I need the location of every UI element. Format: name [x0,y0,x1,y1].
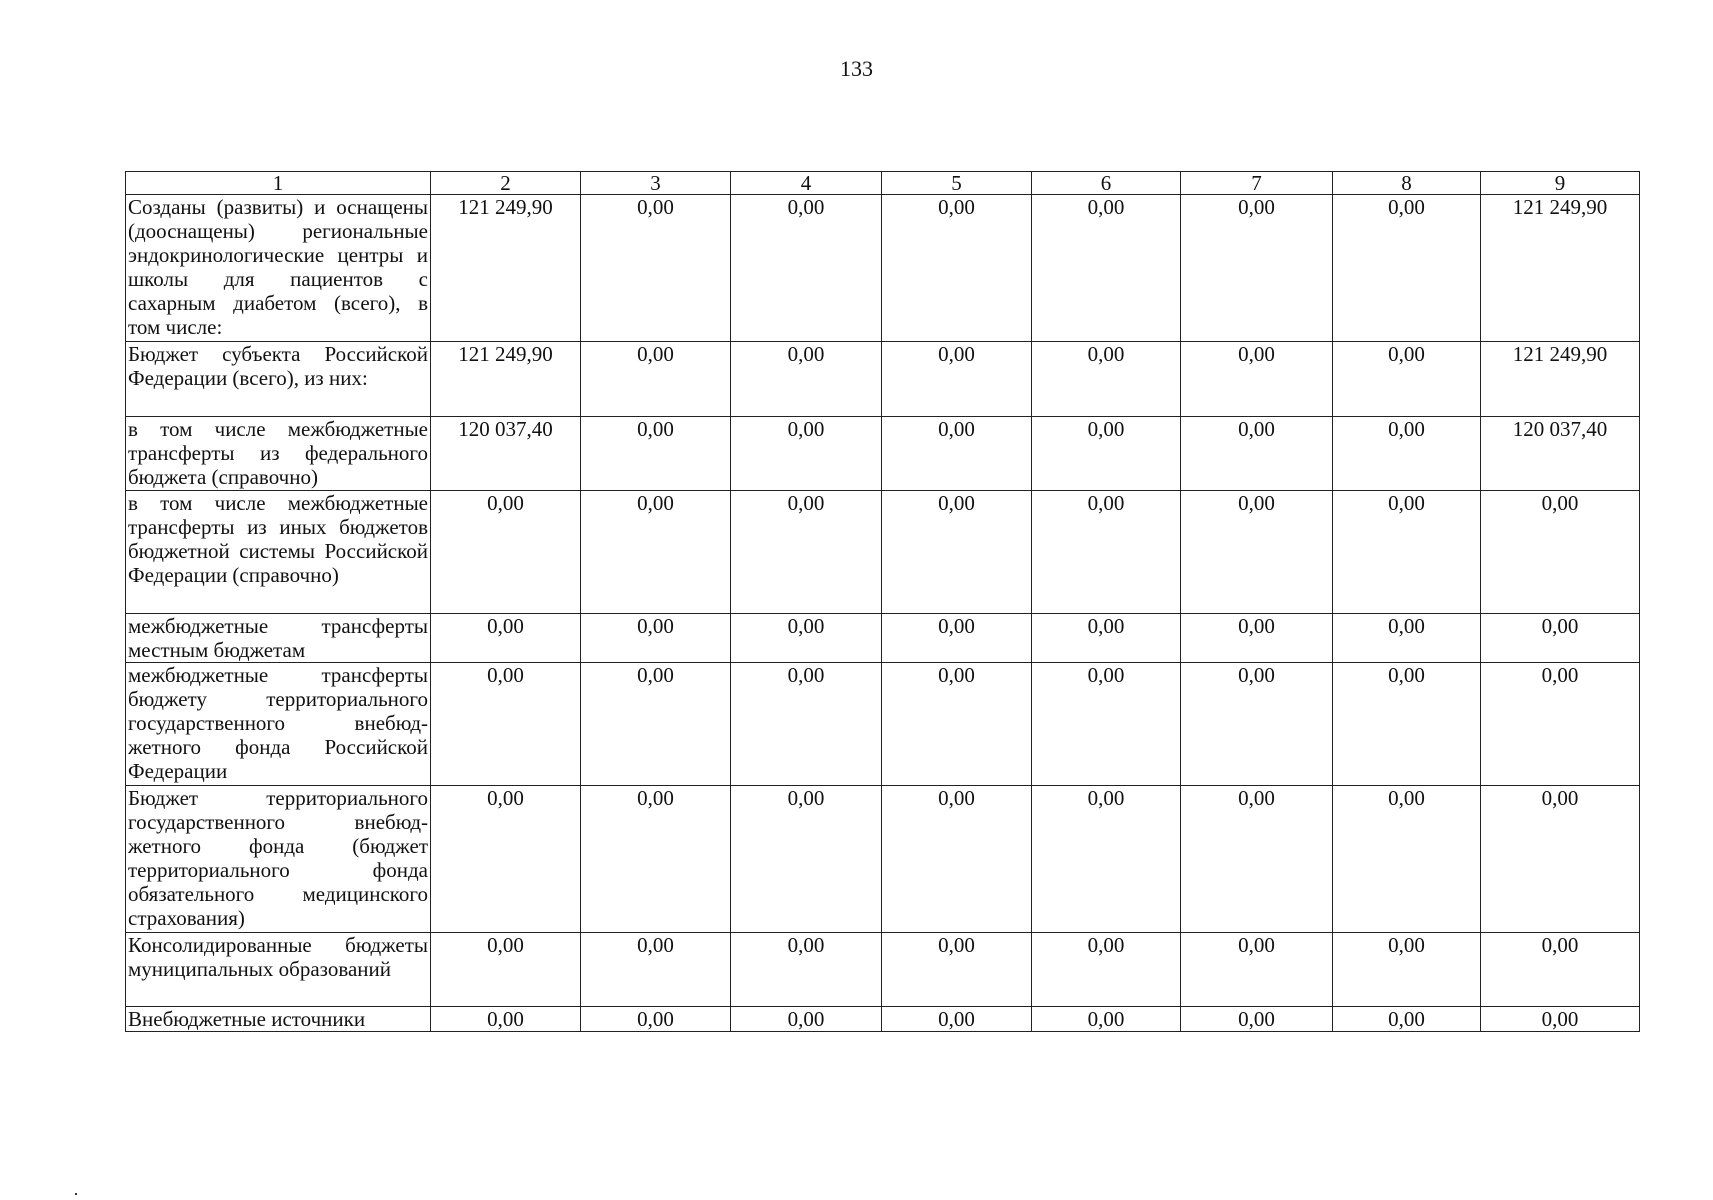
table-row [126,933,1640,1007]
value-cell: 0,00 [731,491,882,614]
value-cell: 0,00 [882,933,1032,1007]
value-cell: 0,00 [1333,491,1481,614]
value-cell: 0,00 [1333,663,1481,786]
value-cell: 0,00 [1032,491,1181,614]
financing-table [125,171,1640,1032]
column-number: 9 [1481,172,1640,195]
value-cell: 0,00 [431,491,581,614]
table-row [126,1007,1640,1032]
value-cell: 0,00 [431,786,581,933]
value-cell: 0,00 [731,342,882,417]
column-number: 8 [1333,172,1481,195]
column-number: 6 [1032,172,1181,195]
value-cell: 0,00 [1333,614,1481,663]
table-row [126,491,1640,614]
value-cell: 0,00 [1481,933,1640,1007]
value-cell: 121 249,90 [431,195,581,342]
value-cell: 0,00 [1181,614,1333,663]
value-cell: 0,00 [882,342,1032,417]
value-cell: 0,00 [431,933,581,1007]
value-cell: 0,00 [1181,195,1333,342]
value-cell: 0,00 [581,614,731,663]
value-cell: 0,00 [882,417,1032,491]
row-label: Внебюджетные источники [126,1007,431,1032]
value-cell: 0,00 [882,1007,1032,1032]
value-cell: 0,00 [431,614,581,663]
value-cell: 0,00 [882,786,1032,933]
value-cell: 0,00 [1032,663,1181,786]
column-number: 1 [126,172,431,195]
value-cell: 0,00 [581,417,731,491]
value-cell: 0,00 [1181,663,1333,786]
value-cell: 0,00 [1333,1007,1481,1032]
row-label: межбюджетные трансферты бюджету территориального государственного внебюджетного фонда Российской Федерации [126,663,431,786]
value-cell: 0,00 [731,1007,882,1032]
value-cell: 0,00 [431,663,581,786]
value-cell: 0,00 [1181,491,1333,614]
value-cell: 0,00 [1032,342,1181,417]
row-label: в том числе межбюджетные трансферты из федерального бюджета (справочно) [126,417,431,491]
value-cell: 0,00 [1481,491,1640,614]
row-label: Бюджет территориального государственного внебюджетного фонда (бюджет территориального фонда обязательного медицинского страхования) [126,786,431,933]
value-cell: 0,00 [1181,786,1333,933]
table-row [126,417,1640,491]
value-cell: 0,00 [1181,933,1333,1007]
column-number-row [126,172,1640,195]
value-cell: 0,00 [882,614,1032,663]
value-cell: 120 037,40 [431,417,581,491]
value-cell: 0,00 [731,786,882,933]
value-cell: 0,00 [1481,663,1640,786]
column-number: 4 [731,172,882,195]
value-cell: 0,00 [581,195,731,342]
value-cell: 0,00 [731,195,882,342]
value-cell: 0,00 [1032,614,1181,663]
table-row [126,663,1640,786]
row-label: Консолидированные бюджеты муниципальных образований [126,933,431,1007]
value-cell: 121 249,90 [1481,342,1640,417]
value-cell: 0,00 [1481,1007,1640,1032]
column-number: 5 [882,172,1032,195]
row-label: Бюджет субъекта Российской Федерации (всего), из них: [126,342,431,417]
value-cell: 0,00 [581,342,731,417]
value-cell: 0,00 [1032,417,1181,491]
value-cell: 0,00 [882,663,1032,786]
value-cell: 120 037,40 [1481,417,1640,491]
value-cell: 0,00 [731,663,882,786]
value-cell: 0,00 [1032,195,1181,342]
value-cell: 0,00 [1181,1007,1333,1032]
value-cell: 0,00 [1481,614,1640,663]
scan-speck [75,1193,77,1195]
value-cell: 0,00 [581,491,731,614]
row-label: в том числе межбюджетные трансферты из иных бюджетов бюджетной системы Российской Федерации (справочно) [126,491,431,614]
value-cell: 0,00 [581,1007,731,1032]
value-cell: 0,00 [1333,417,1481,491]
value-cell: 0,00 [1032,933,1181,1007]
table-row [126,786,1640,933]
row-label: Созданы (развиты) и оснащены (дооснащены) региональные эндокринологические центры и школы для пациентов с сахарным диабетом (всего), в том числе: [126,195,431,342]
column-number: 2 [431,172,581,195]
value-cell: 0,00 [1333,195,1481,342]
value-cell: 0,00 [1181,417,1333,491]
value-cell: 121 249,90 [431,342,581,417]
table-row [126,614,1640,663]
value-cell: 0,00 [1333,786,1481,933]
value-cell: 0,00 [581,663,731,786]
column-number: 7 [1181,172,1333,195]
table-row [126,342,1640,417]
value-cell: 0,00 [431,1007,581,1032]
value-cell: 0,00 [581,933,731,1007]
value-cell: 0,00 [1181,342,1333,417]
table-row [126,195,1640,342]
value-cell: 0,00 [731,614,882,663]
page-number: 133 [840,56,873,81]
column-number: 3 [581,172,731,195]
value-cell: 121 249,90 [1481,195,1640,342]
value-cell: 0,00 [1333,342,1481,417]
value-cell: 0,00 [731,417,882,491]
value-cell: 0,00 [1333,933,1481,1007]
value-cell: 0,00 [1481,786,1640,933]
value-cell: 0,00 [1032,1007,1181,1032]
row-label: межбюджетные трансферты местным бюджетам [126,614,431,663]
value-cell: 0,00 [882,195,1032,342]
value-cell: 0,00 [1032,786,1181,933]
value-cell: 0,00 [731,933,882,1007]
value-cell: 0,00 [882,491,1032,614]
value-cell: 0,00 [581,786,731,933]
